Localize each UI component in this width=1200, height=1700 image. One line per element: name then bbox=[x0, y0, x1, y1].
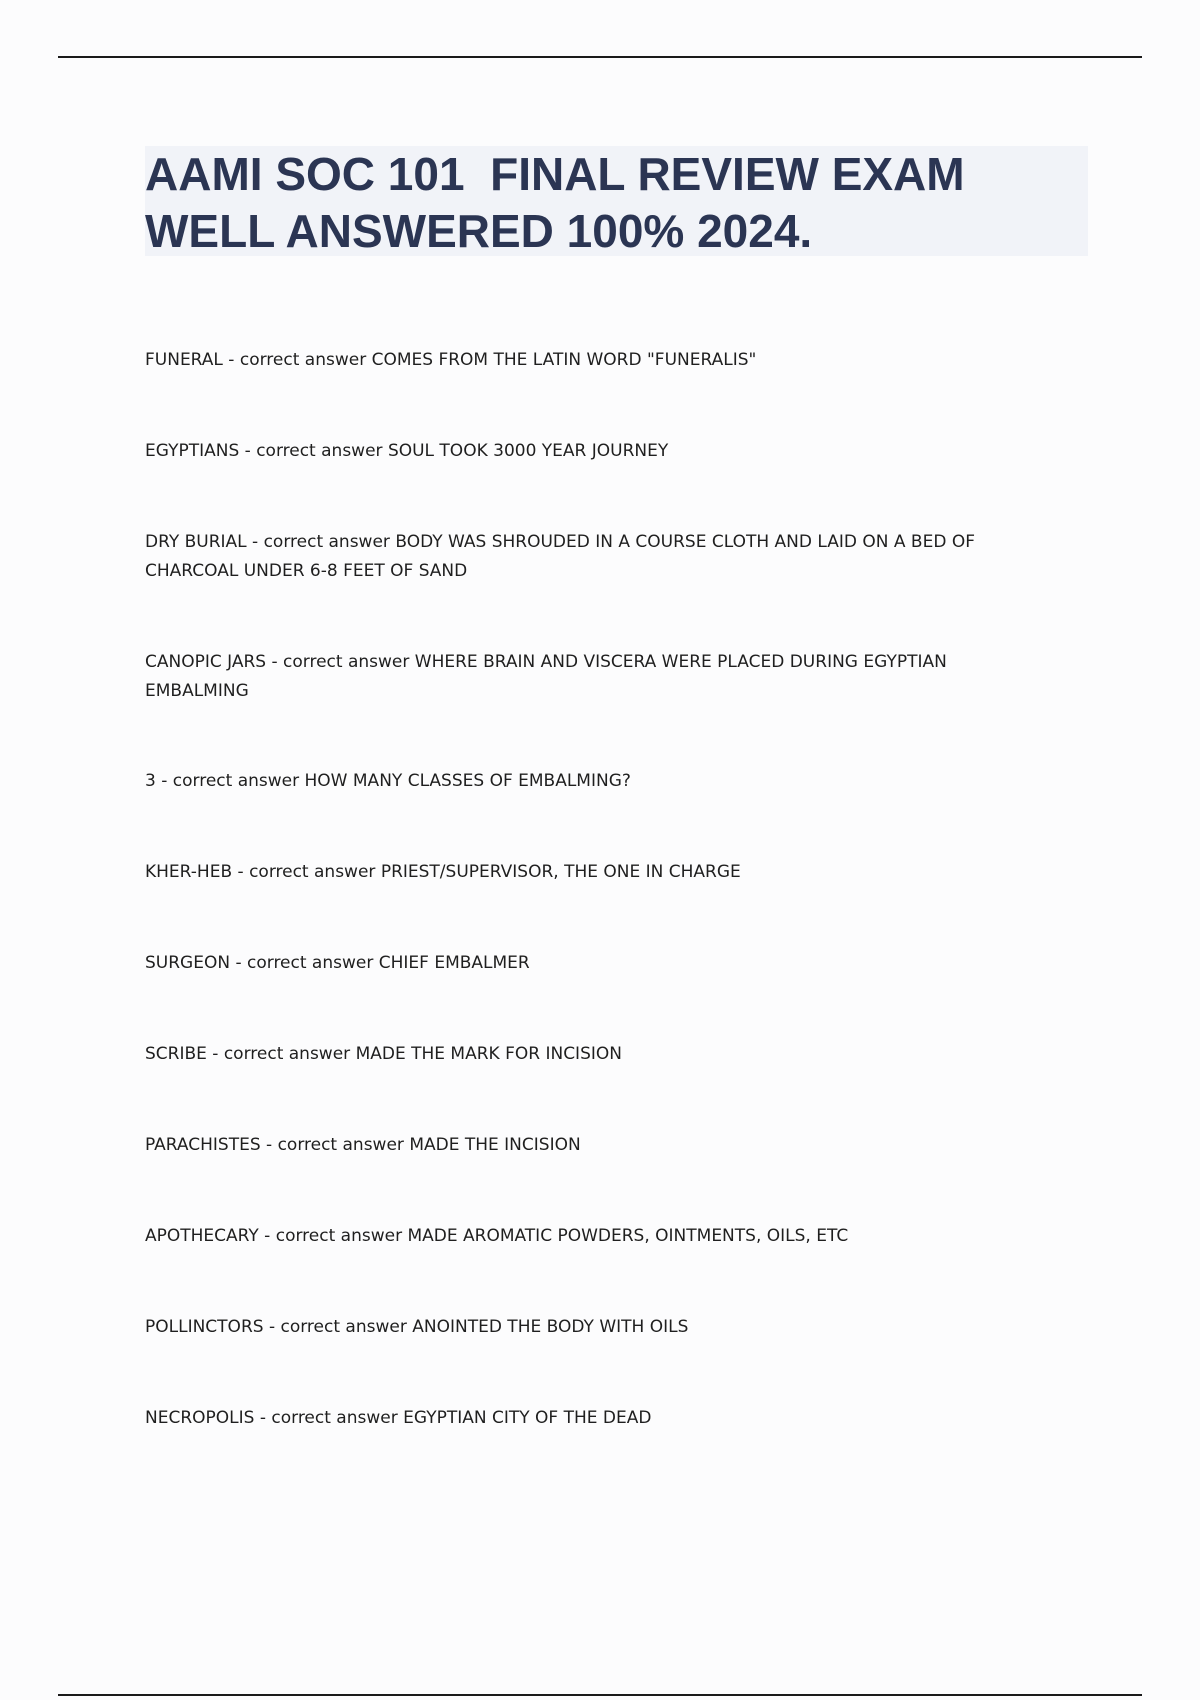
qa-term: NECROPOLIS bbox=[145, 1408, 255, 1428]
qa-item bbox=[145, 1313, 1045, 1342]
qa-answer: PRIEST/SUPERVISOR, THE ONE IN CHARGE bbox=[380, 862, 741, 882]
qa-item bbox=[145, 1131, 1045, 1160]
qa-separator: - correct answer bbox=[263, 1317, 413, 1337]
qa-item bbox=[145, 437, 1045, 466]
document-title: AAMI SOC 101 FINAL REVIEW EXAM WELL ANSWERED 100% 2024. bbox=[145, 148, 978, 257]
qa-separator: - correct answer bbox=[232, 862, 381, 882]
title-banner bbox=[145, 146, 1088, 256]
qa-separator: - correct answer bbox=[155, 771, 305, 791]
qa-answer: HOW MANY CLASSES OF EMBALMING? bbox=[304, 771, 631, 791]
qa-term: EGYPTIANS bbox=[145, 441, 240, 461]
qa-separator: - correct answer bbox=[206, 1044, 356, 1064]
qa-answer: CHIEF EMBALMER bbox=[378, 953, 530, 973]
qa-term: PARACHISTES bbox=[145, 1135, 261, 1155]
qa-item bbox=[145, 949, 1045, 978]
qa-separator: - correct answer bbox=[260, 1135, 410, 1155]
qa-item bbox=[145, 346, 1045, 375]
top-divider bbox=[58, 56, 1142, 58]
qa-separator: - correct answer bbox=[222, 350, 372, 370]
qa-item bbox=[145, 1040, 1045, 1069]
qa-term: KHER-HEB bbox=[145, 862, 233, 882]
qa-separator: - correct answer bbox=[230, 953, 379, 973]
bottom-divider bbox=[58, 1694, 1142, 1696]
qa-answer: WHERE BRAIN AND VISCERA WERE PLACED DURING EGYPTIAN EMBALMING bbox=[145, 652, 947, 701]
qa-term: CANOPIC JARS bbox=[145, 652, 267, 672]
qa-item bbox=[145, 528, 1045, 586]
qa-term: SURGEON bbox=[145, 953, 231, 973]
qa-answer: MADE AROMATIC POWDERS, OINTMENTS, OILS, ETC bbox=[407, 1226, 849, 1246]
qa-term: FUNERAL bbox=[145, 350, 223, 370]
qa-term: DRY BURIAL bbox=[145, 532, 247, 552]
qa-separator: - correct answer bbox=[246, 532, 396, 552]
qa-term: POLLINCTORS bbox=[145, 1317, 264, 1337]
qa-item bbox=[145, 767, 1045, 796]
qa-term: SCRIBE bbox=[145, 1044, 207, 1064]
qa-answer: COMES FROM THE LATIN WORD "FUNERALIS" bbox=[371, 350, 757, 370]
qa-separator: - correct answer bbox=[239, 441, 388, 461]
qa-answer: SOUL TOOK 3000 YEAR JOURNEY bbox=[387, 441, 669, 461]
qa-answer: BODY WAS SHROUDED IN A COURSE CLOTH AND LAID ON A BED OF CHARCOAL UNDER 6-8 FEET OF SAND bbox=[145, 532, 975, 581]
qa-separator: - correct answer bbox=[266, 652, 415, 672]
qa-term: APOTHECARY bbox=[145, 1226, 259, 1246]
qa-separator: - correct answer bbox=[254, 1408, 404, 1428]
qa-term: 3 bbox=[145, 771, 156, 791]
qa-item bbox=[145, 648, 1045, 706]
qa-answer: MADE THE MARK FOR INCISION bbox=[355, 1044, 622, 1064]
qa-item bbox=[145, 1222, 1045, 1251]
qa-separator: - correct answer bbox=[258, 1226, 408, 1246]
qa-item bbox=[145, 858, 1045, 887]
qa-answer: ANOINTED THE BODY WITH OILS bbox=[412, 1317, 689, 1337]
qa-answer: MADE THE INCISION bbox=[409, 1135, 581, 1155]
qa-answer: EGYPTIAN CITY OF THE DEAD bbox=[403, 1408, 652, 1428]
qa-item bbox=[145, 1404, 1045, 1433]
